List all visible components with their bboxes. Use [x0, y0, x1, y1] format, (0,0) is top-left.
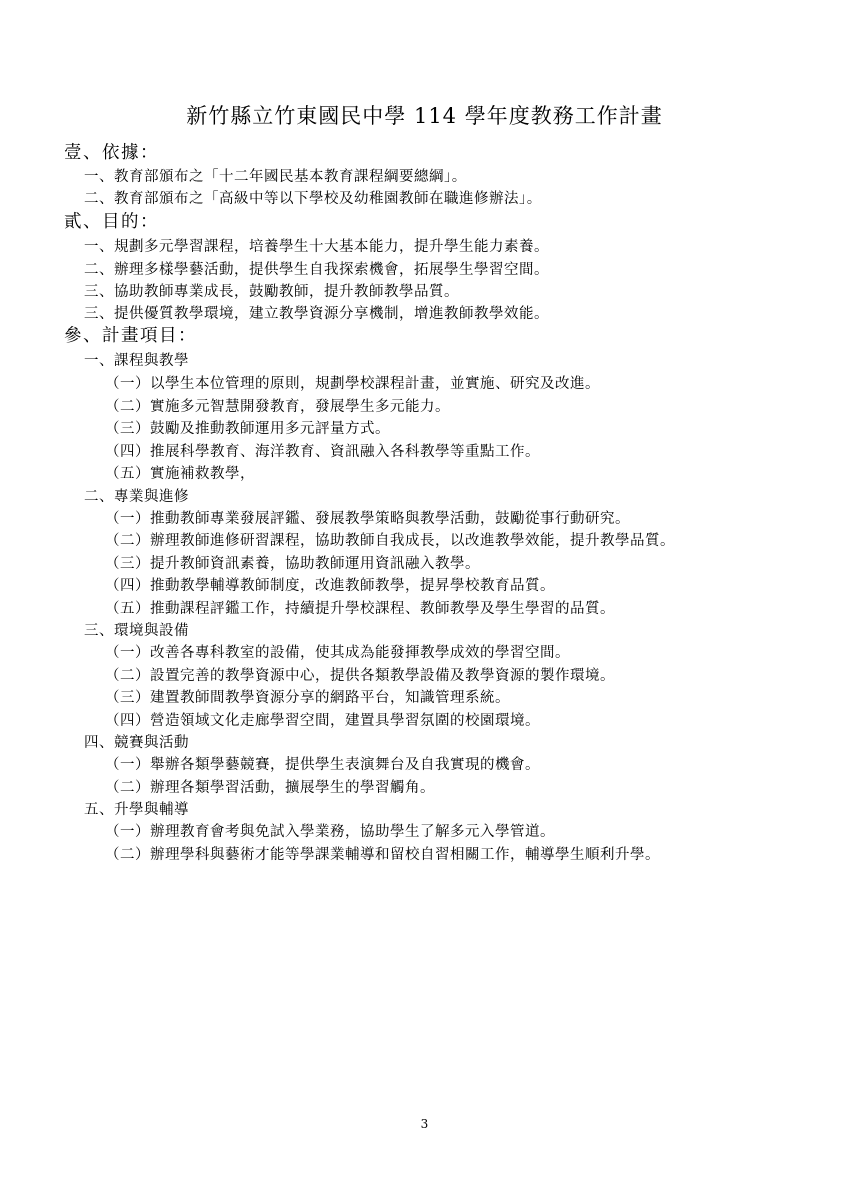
plan-item: （四）推動教學輔導教師制度，改進教師教學，提昇學校教育品質。: [105, 578, 555, 594]
plan-group-title: 五、升學與輔導: [84, 802, 189, 818]
purpose-item: 一、規劃多元學習課程，培養學生十大基本能力，提升學生能力素養。: [84, 239, 549, 255]
basis-item: 二、教育部頒布之「高級中等以下學校及幼稚園教師在職進修辦法」。: [84, 191, 542, 207]
plan-group-title: 一、課程與教學: [84, 353, 189, 369]
plan-item: （三）提升教師資訊素養，協助教師運用資訊融入教學。: [105, 556, 480, 572]
plan-item: （四）推展科學教育、海洋教育、資訊融入各科教學等重點工作。: [105, 444, 540, 460]
plan-item: （五）推動課程評鑑工作，持續提升學校課程、教師教學及學生學習的品質。: [105, 601, 615, 617]
document-title: 新竹縣立竹東國民中學 114 學年度教務工作計畫: [186, 104, 663, 128]
purpose-item: 三、協助教師專業成長，鼓勵教師，提升教師教學品質。: [84, 284, 459, 300]
plan-item: （一）以學生本位管理的原則，規劃學校課程計畫，並實施、研究及改進。: [105, 376, 600, 392]
plan-item: （一）推動教師專業發展評鑑、發展教學策略與教學活動，鼓勵從事行動研究。: [105, 511, 630, 527]
plan-item: （四）營造領域文化走廊學習空間，建置具學習氛圍的校園環境。: [105, 713, 540, 729]
plan-item: （一）辦理教育會考與免試入學業務，協助學生了解多元入學管道。: [105, 824, 555, 840]
plan-item: （五）實施補救教學，: [105, 466, 255, 482]
plan-group-title: 四、競賽與活動: [84, 735, 189, 751]
basis-item: 一、教育部頒布之「十二年國民基本教育課程綱要總綱」。: [84, 169, 467, 185]
section-heading-basis: 壹、依據：: [64, 143, 159, 163]
plan-item: （二）設置完善的教學資源中心，提供各類教學設備及教學資源的製作環境。: [105, 668, 615, 684]
page-number: 3: [420, 1117, 429, 1131]
plan-item: （三）鼓勵及推動教師運用多元評量方式。: [105, 421, 390, 437]
purpose-item: 三、提供優質教學環境，建立教學資源分享機制，增進教師教學效能。: [84, 306, 549, 322]
plan-item: （二）辦理各類學習活動，擴展學生的學習觸角。: [105, 780, 435, 796]
plan-item: （二）辦理教師進修研習課程，協助教師自我成長，以改進教學效能，提升教學品質。: [105, 533, 675, 549]
plan-item: （三）建置教師間教學資源分享的網路平台，知識管理系統。: [105, 690, 510, 706]
plan-group-title: 二、專業與進修: [84, 489, 189, 505]
plan-item: （一）改善各專科教室的設備，使其成為能發揮教學成效的學習空間。: [105, 645, 570, 661]
section-heading-purpose: 貳、目的：: [64, 212, 159, 232]
section-heading-plan: 參、計畫項目：: [64, 326, 197, 346]
plan-item: （一）舉辦各類學藝競賽，提供學生表演舞台及自我實現的機會。: [105, 757, 540, 773]
plan-item: （二）實施多元智慧開發教育，發展學生多元能力。: [105, 399, 450, 415]
purpose-item: 二、辦理多樣學藝活動，提供學生自我探索機會，拓展學生學習空間。: [84, 262, 549, 278]
plan-group-title: 三、環境與設備: [84, 623, 189, 639]
plan-item: （二）辦理學科與藝術才能等學課業輔導和留校自習相關工作，輔導學生順利升學。: [105, 847, 660, 863]
